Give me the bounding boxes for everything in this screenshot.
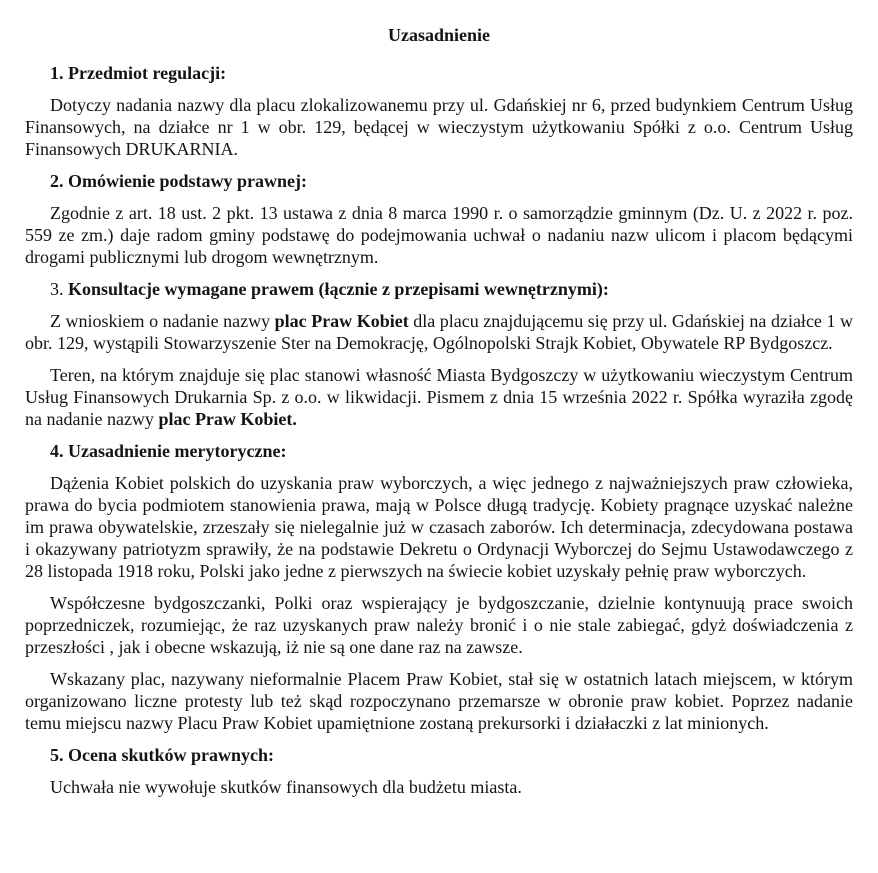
section-heading: 4. Uzasadnienie merytoryczne: — [50, 441, 287, 461]
paragraph: Zgodnie z art. 18 ust. 2 pkt. 13 ustawa z dnia 8 marca 1990 r. o samorządzie gminnym (Dz. U. z 2022 r. poz. 559 ze zm.) daje radom gminy podstawę do podejmowania uchwał o nadaniu nazw ulicom i placom będącymi drogami publicznymi lub drogom wewnętrznym. — [25, 203, 853, 267]
section-konsultacje — [25, 278, 853, 430]
section-uzasadnienie-merytoryczne — [25, 440, 853, 734]
paragraph: Uchwała nie wywołuje skutków finansowych dla budżetu miasta. — [50, 777, 522, 797]
section-ocena-skutkow — [25, 744, 853, 798]
paragraph: Współczesne bydgoszczanki, Polki oraz wspierający je bydgoszczanie, dzielnie kontynuują prace swoich poprzedniczek, rozumiejąc, że raz uzyskanych praw należy bronić i o nie stale zabiegać, gdyż doświadczenia z przeszłości , jak i obecne wskazują, iż nie są one dane raz na zawsze. — [25, 593, 853, 657]
section-heading: 1. Przedmiot regulacji: — [50, 63, 227, 83]
section-heading: 5. Ocena skutków prawnych: — [50, 745, 275, 765]
paragraph: Dotyczy nadania nazwy dla placu zlokalizowanemu przy ul. Gdańskiej nr 6, przed budynkiem Centrum Usług Finansowych, na działce nr 1 w obr. 129, będącej w wieczystym użytkowaniu Spółki z o.o. Centrum Usług Finansowych DRUKARNIA. — [25, 95, 853, 159]
paragraph: Dążenia Kobiet polskich do uzyskania praw wyborczych, a więc jednego z najważniejszych praw człowieka, prawa do bycia podmiotem stanowienia prawa, mają w Polsce długą tradycję. Kobiety pragnące uzyskać należne im prawa obywatelskie, zrzeszały się nielegalnie już w czasach zaborów. Ich determinacja, zdecydowana postawa i okazywany patriotyzm sprawiły, że na podstawie Dekretu o Ordynacji Wyborczej do Sejmu Ustawodawczego z 28 listopada 1918 roku, Polski jako jedne z pierwszych na świecie kobiet uzyskały pełnię praw wyborczych. — [25, 473, 853, 581]
section-heading: 2. Omówienie podstawy prawnej: — [50, 171, 307, 191]
paragraph: Teren, na którym znajduje się plac stanowi własność Miasta Bydgoszczy w użytkowaniu wieczystym Centrum Usług Finansowych Drukarnia Sp. z o.o. w likwidacji. Pismem z dnia 15 września 2022 r. Spółka wyraziła zgodę na nadanie nazwy plac Praw Kobiet. — [25, 365, 853, 429]
section-heading: 3. Konsultacje wymagane prawem (łącznie z przepisami wewnętrznymi): — [50, 279, 609, 299]
paragraph: Wskazany plac, nazywany nieformalnie Placem Praw Kobiet, stał się w ostatnich latach miejscem, w którym organizowano liczne protesty lub też skąd rozpoczynano przemarsze w obronie praw kobiet. Poprzez nadanie temu miejscu nazwy Placu Praw Kobiet upamiętnione zostaną prekursorki i działaczki z lat minionych. — [25, 669, 853, 733]
document-title: Uzasadnienie — [387, 25, 490, 45]
paragraph: Z wnioskiem o nadanie nazwy plac Praw Kobiet dla placu znajdującemu się przy ul. Gdańskiej na działce 1 w obr. 129, wystąpili Stowarzyszenie Ster na Demokrację, Ogólnopolski Strajk Kobiet, Obywatele RP Bydgoszcz. — [25, 311, 853, 353]
section-podstawa-prawna — [25, 170, 853, 268]
section-przedmiot-regulacji — [25, 62, 853, 160]
